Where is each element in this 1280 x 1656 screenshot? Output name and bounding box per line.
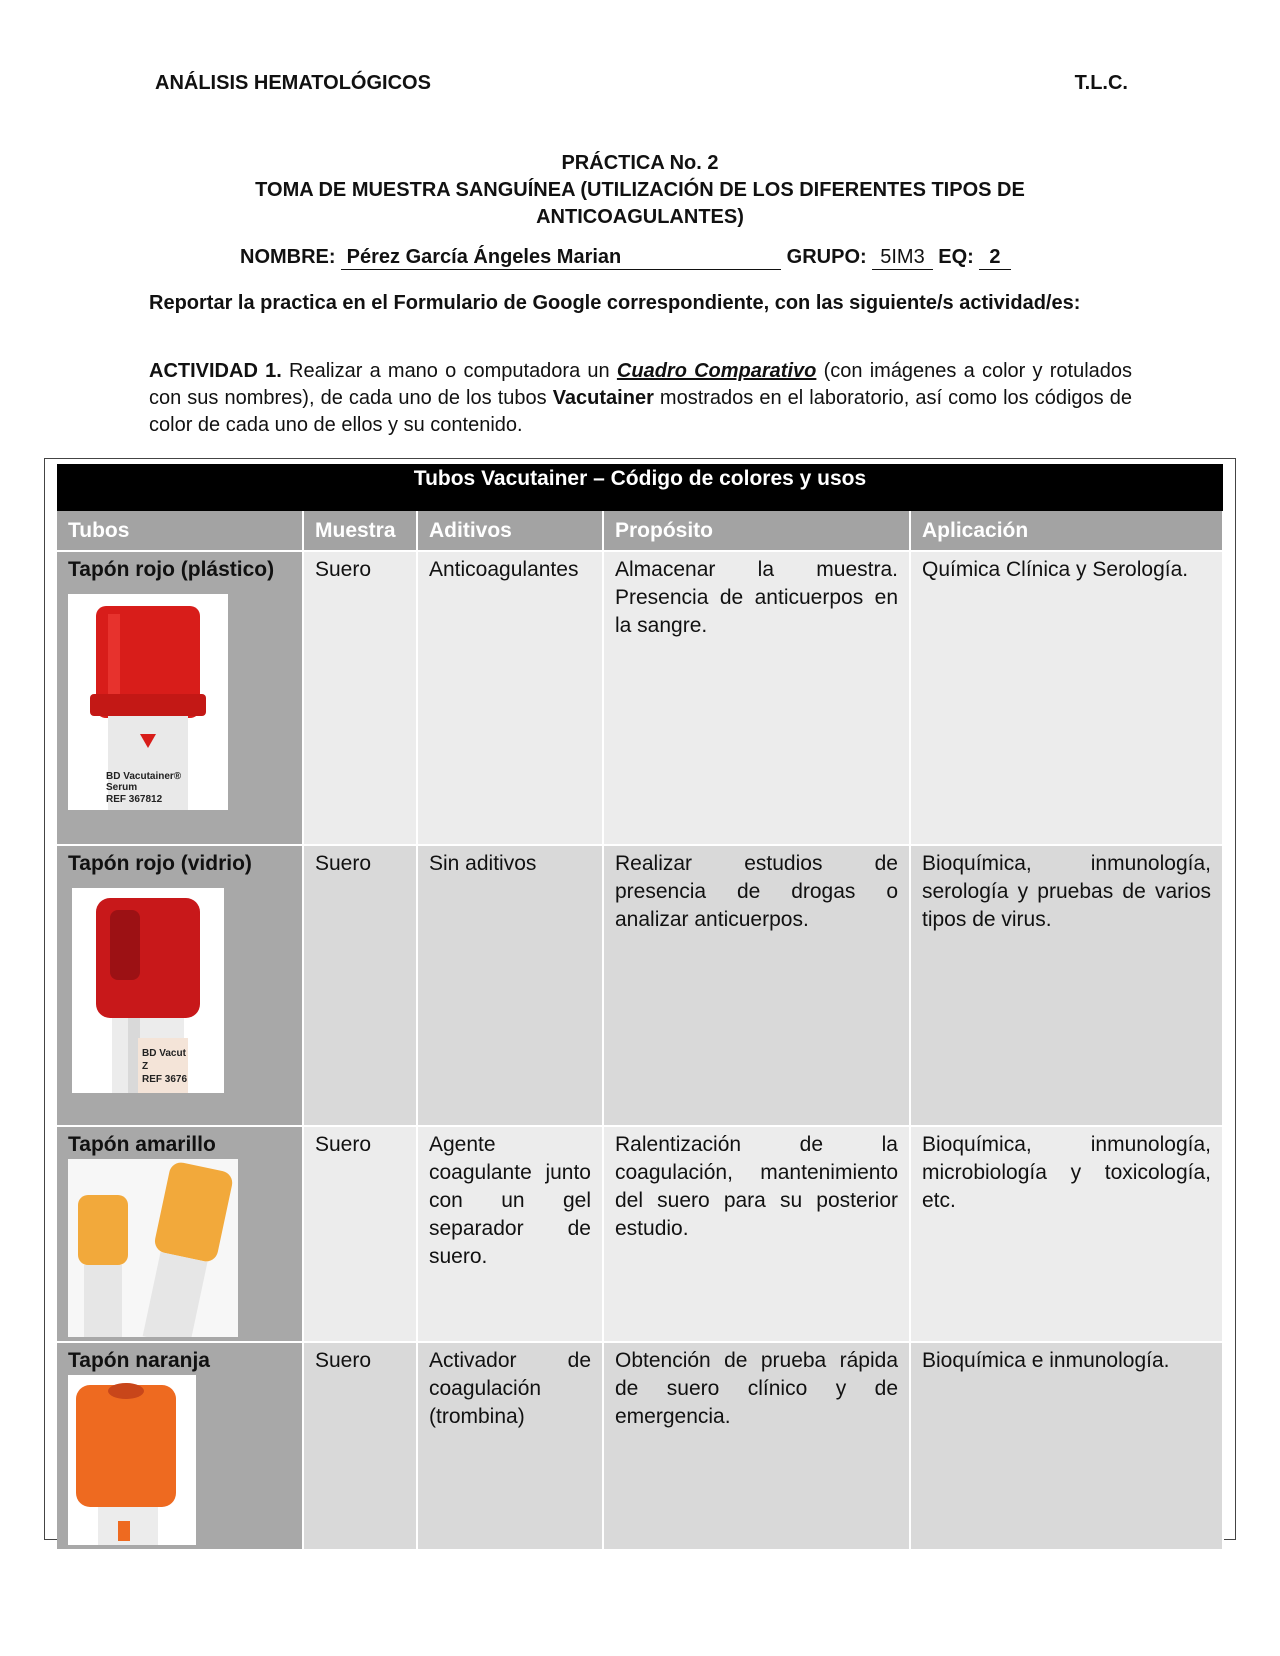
activity-label: ACTIVIDAD 1.	[149, 360, 282, 382]
grupo-label: GRUPO:	[786, 246, 867, 268]
proposito-cell: Realizar estudios de presencia de drogas o analizar anticuerpos.	[603, 845, 910, 1126]
nombre-value: Pérez García Ángeles Marian	[346, 246, 622, 268]
tubo-cell	[57, 551, 303, 845]
table-header-row	[57, 511, 1223, 551]
activity-text-a: Realizar a mano o computadora un	[289, 360, 610, 382]
tubo-name: Tapón naranja	[68, 1349, 210, 1372]
tubo-cell	[57, 1342, 303, 1550]
aditivos-cell: Agente coagulante junto con un gel separador de suero.	[417, 1126, 603, 1342]
muestra-cell: Suero	[303, 551, 417, 845]
col-header-muestra: Muestra	[303, 511, 417, 551]
col-header-tubos: Tubos	[57, 511, 303, 551]
col-header-proposito: Propósito	[603, 511, 910, 551]
activity-text-b: (con imágenes a color y rotulados con sus nombres), de cada uno de los tubos	[149, 360, 1133, 409]
aditivos-cell: Anticoagulantes	[417, 551, 603, 845]
aplicacion-cell: Bioquímica, inmunología, microbiología y toxicología, etc.	[910, 1126, 1223, 1342]
proposito-cell: Almacenar la muestra. Presencia de anticuerpos en la sangre.	[603, 551, 910, 845]
tube-label-2: Serum	[106, 782, 138, 793]
practice-title: TOMA DE MUESTRA SANGUÍNEA (UTILIZACIÓN DE LOS DIFERENTES TIPOS DE ANTICOAGULANTES)	[255, 179, 1025, 228]
tubo-cell	[57, 845, 303, 1126]
muestra-cell: Suero	[303, 1126, 417, 1342]
orange-cap	[76, 1385, 176, 1507]
red-plastic-tube-image	[68, 594, 228, 810]
tubo-name: Tapón amarillo	[68, 1133, 216, 1156]
tubo-name: Tapón rojo (plástico)	[68, 558, 275, 581]
tube-label-1: BD Vacutainer®	[106, 771, 182, 782]
activity-bold-word: Vacutainer	[552, 387, 654, 409]
eq-label: EQ:	[938, 246, 974, 268]
nombre-label: NOMBRE:	[240, 246, 336, 268]
yellow-tubes-image	[68, 1159, 238, 1337]
tube-label-1: BD Vacut	[142, 1048, 186, 1059]
yellow-cap-left	[78, 1195, 128, 1265]
col-header-aplicacion: Aplicación	[910, 511, 1223, 551]
activity-paragraph	[149, 358, 1132, 439]
muestra-cell: Suero	[303, 845, 417, 1126]
tube-label-3: REF 367812	[106, 794, 163, 805]
aplicacion-cell: Bioquímica, inmunología, serología y pruebas de varios tipos de virus.	[910, 845, 1223, 1126]
table-row	[57, 551, 1223, 845]
proposito-cell: Ralentización de la coagulación, mantenimiento del suero para su posterior estudio.	[603, 1126, 910, 1342]
table-title: Tubos Vacutainer – Código de colores y usos	[57, 464, 1223, 511]
vacutainer-table	[57, 511, 1224, 1551]
red-glass-tube-image	[72, 888, 224, 1093]
tube-label-2: Z	[142, 1061, 149, 1072]
tubo-cell	[57, 1126, 303, 1342]
aditivos-cell: Activador de coagulación (trombina)	[417, 1342, 603, 1550]
header-left: ANÁLISIS HEMATOLÓGICOS	[155, 72, 431, 94]
activity-emphasis: Cuadro Comparativo	[616, 360, 817, 382]
muestra-cell: Suero	[303, 1342, 417, 1550]
activity-text-c: mostrados en el laboratorio, así como los códigos de color de cada uno de ellos y su contenido.	[149, 387, 1132, 436]
practice-number: PRÁCTICA No. 2	[561, 152, 719, 174]
tubo-name: Tapón rojo (vidrio)	[68, 852, 252, 875]
orange-tube-image	[68, 1375, 196, 1545]
table-row	[57, 845, 1223, 1126]
student-info	[240, 246, 1011, 270]
eq-value: 2	[979, 246, 1010, 270]
table-row	[57, 1126, 1223, 1342]
grupo-value: 5IM3	[872, 246, 932, 270]
col-header-aditivos: Aditivos	[417, 511, 603, 551]
nombre-field	[341, 246, 781, 270]
tube-label-3: REF 3676	[142, 1074, 188, 1085]
proposito-cell: Obtención de prueba rápida de suero clínico y de emergencia.	[603, 1342, 910, 1550]
aplicacion-cell: Química Clínica y Serología.	[910, 551, 1223, 845]
aditivos-cell: Sin aditivos	[417, 845, 603, 1126]
instructions: Reportar la practica en el Formulario de Google correspondiente, con las siguiente/s actividad/es:	[149, 292, 1081, 314]
aplicacion-cell: Bioquímica e inmunología.	[910, 1342, 1223, 1550]
table-row	[57, 1342, 1223, 1550]
header-right: T.L.C.	[1074, 72, 1128, 94]
